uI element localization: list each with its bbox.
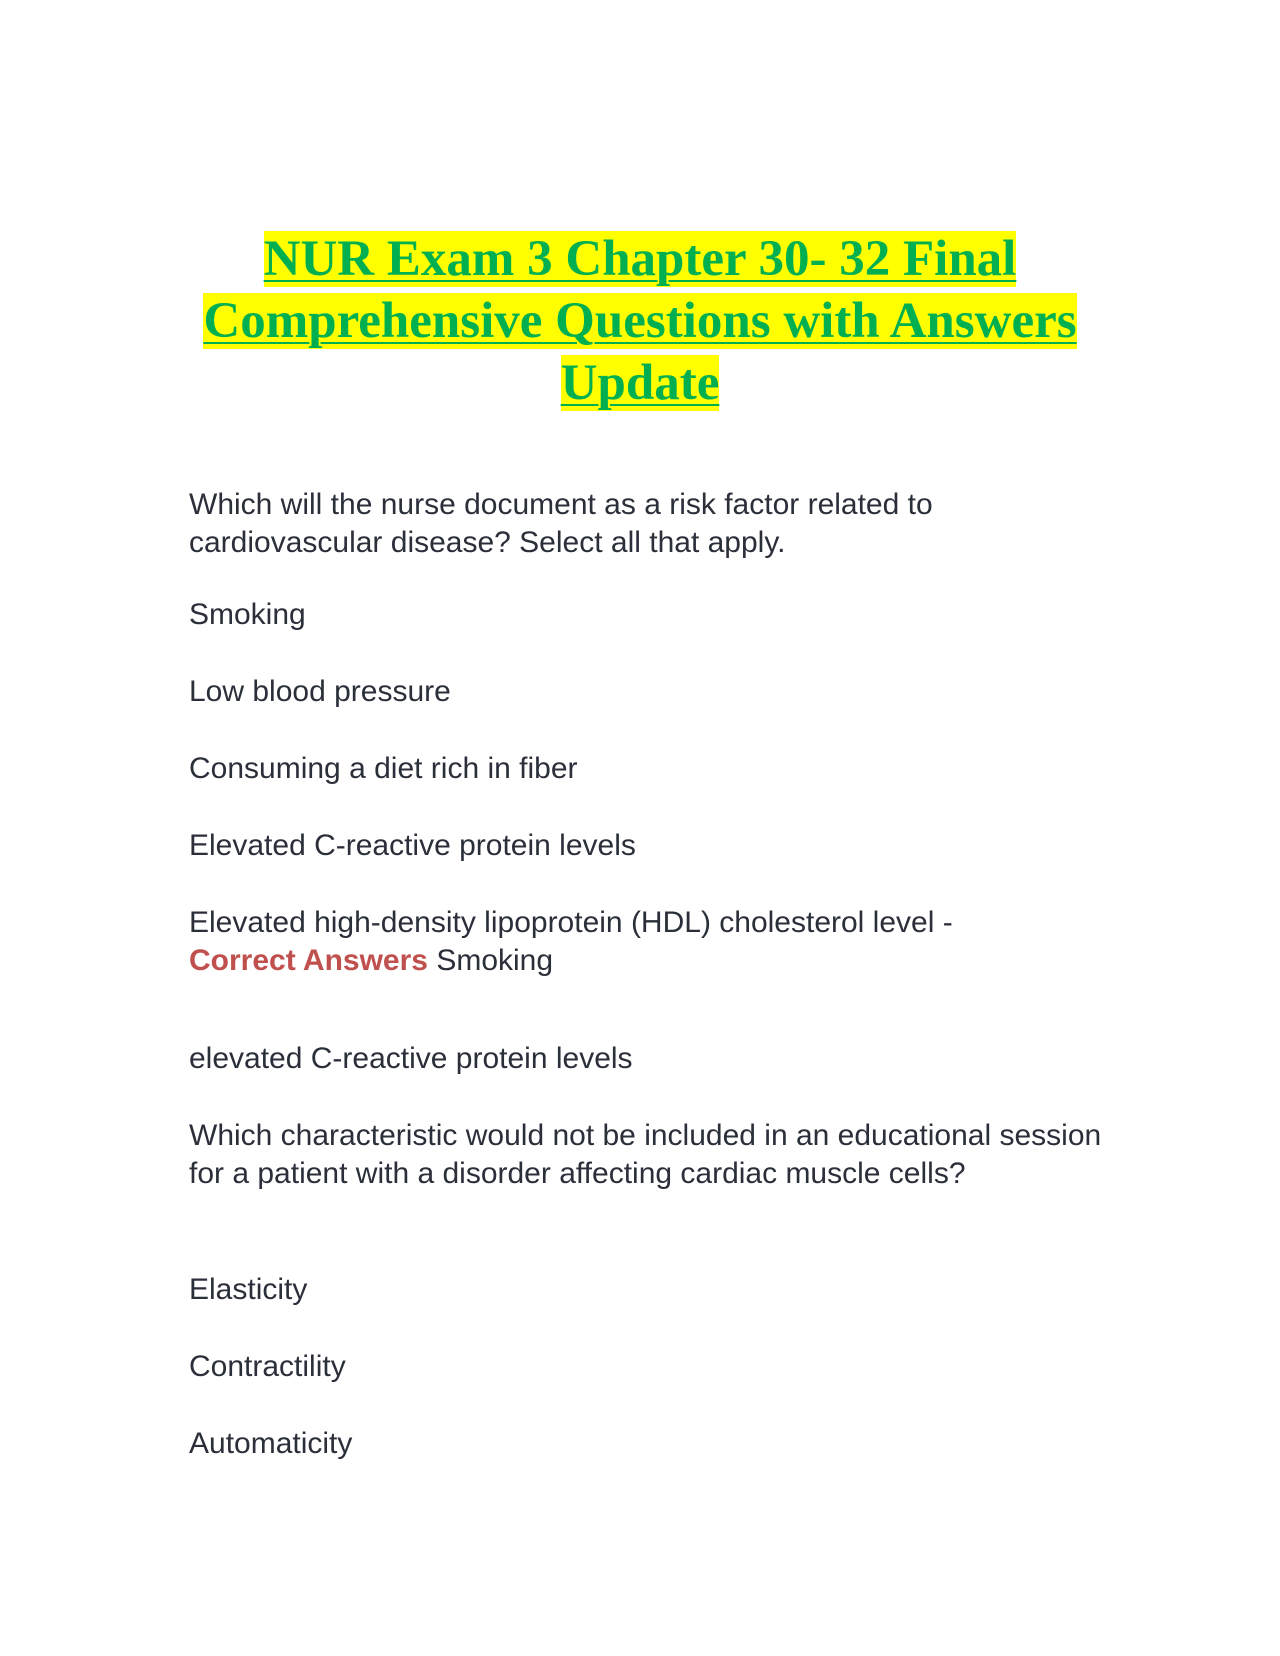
answer-first: Smoking (436, 944, 554, 977)
question-1-option-4: Elevated C-reactive protein levels (189, 829, 636, 862)
title-line-1: NUR Exam 3 Chapter 30- 32 Final (263, 231, 1017, 287)
title-line-3: Update (560, 355, 720, 411)
question-1-option-3: Consuming a diet rich in fiber (189, 752, 578, 785)
question-1-option-2: Low blood pressure (189, 675, 451, 708)
question-2-option-1: Elasticity (189, 1273, 308, 1306)
title-line-2: Comprehensive Questions with Answers (203, 293, 1077, 349)
question-1-option-5: Elevated high-density lipoprotein (HDL) cholesterol level - (189, 906, 953, 939)
correct-answers-label: Correct Answers (189, 944, 428, 977)
document-title (150, 228, 1130, 414)
answer-second: elevated C-reactive protein levels (189, 1042, 633, 1075)
question-1-option-1: Smoking (189, 598, 306, 631)
question-1-option-5-with-answer (189, 904, 1109, 980)
question-2-text: Which characteristic would not be included in an educational session for a patient with a disorder affecting cardiac muscle cells? (189, 1119, 1102, 1190)
question-1-text: Which will the nurse document as a risk factor related to cardiovascular disease? Select all that apply. (189, 488, 933, 559)
question-2-option-2: Contractility (189, 1350, 346, 1383)
question-2-option-3: Automaticity (189, 1427, 353, 1460)
